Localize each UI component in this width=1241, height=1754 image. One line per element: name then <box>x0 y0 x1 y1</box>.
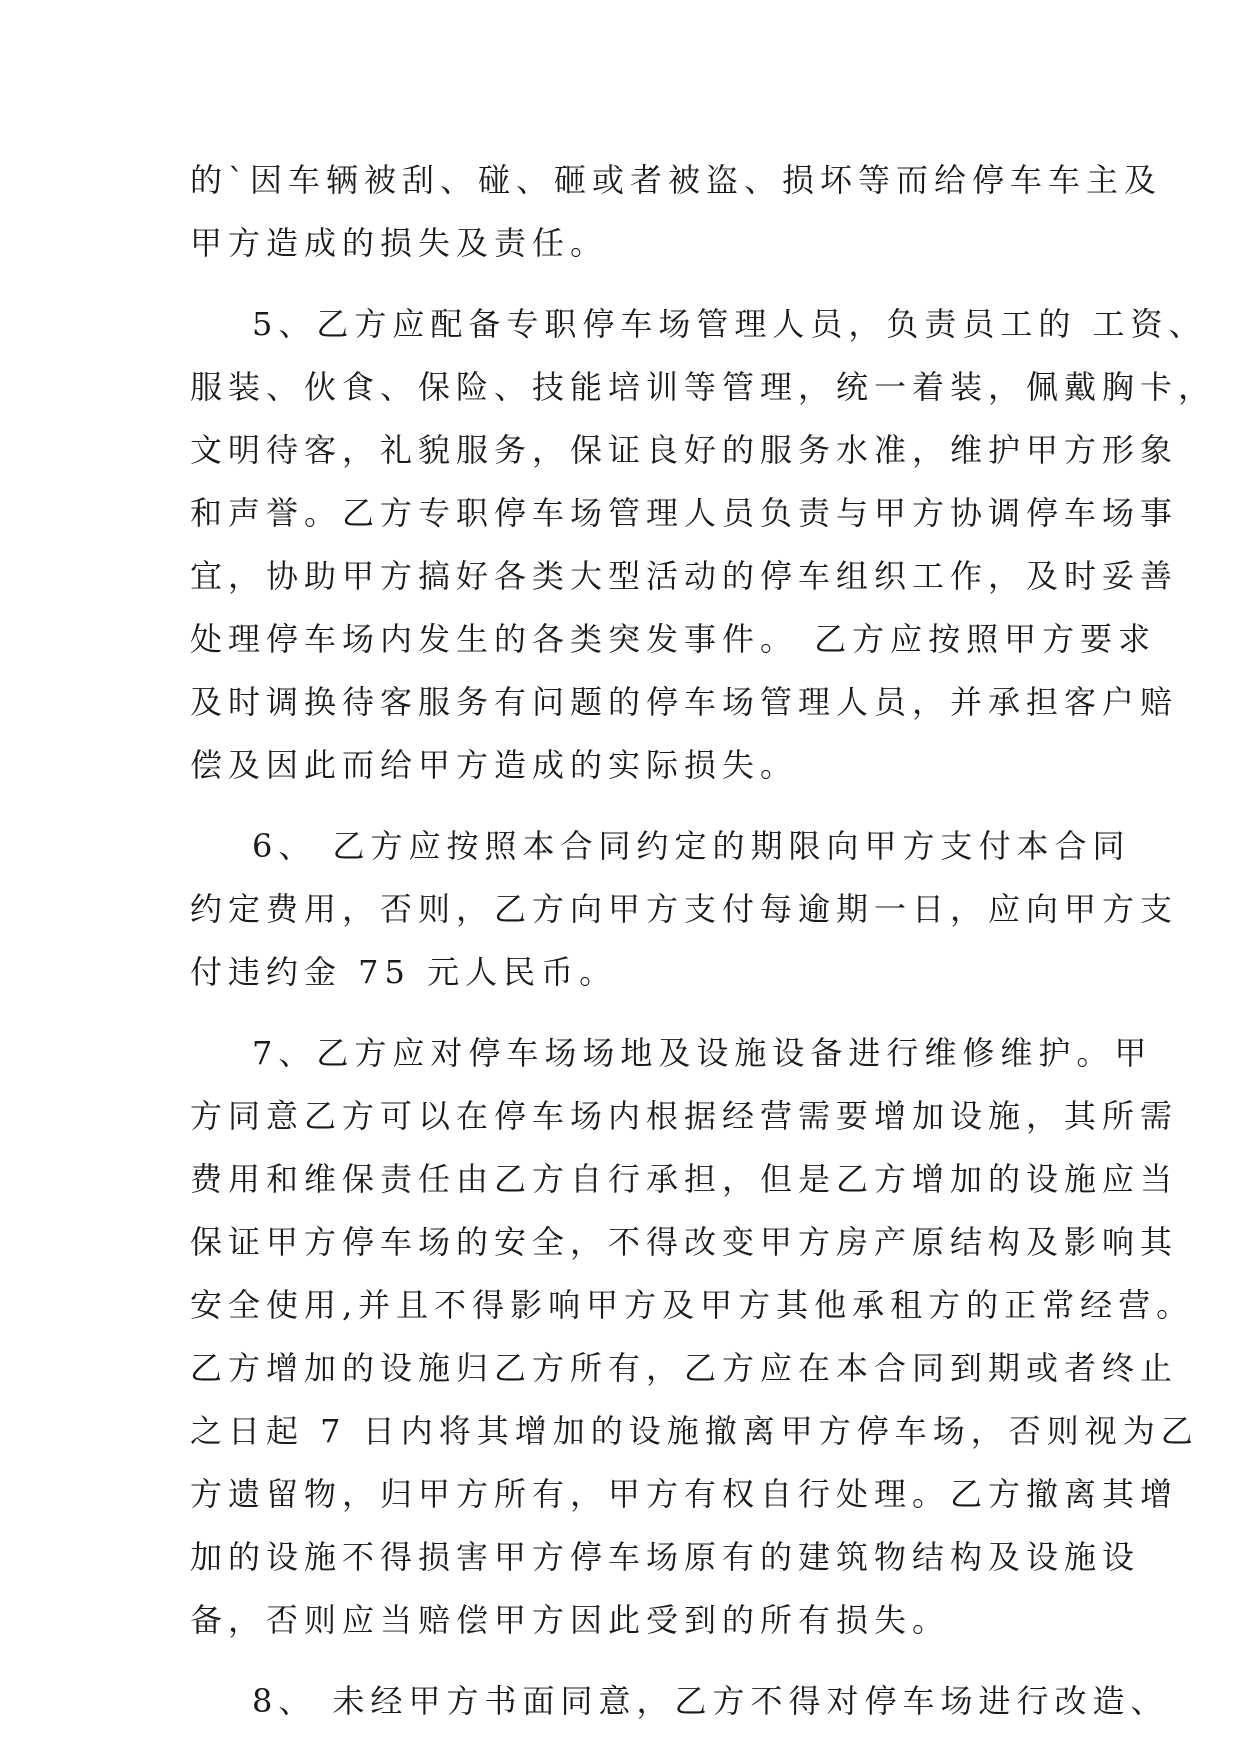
text-line-8: 处理停车场内发生的各类突发事件。 乙方应按照甲方要求 <box>190 620 1157 658</box>
paragraph-7-line-1: 7、乙方应对停车场场地及设施设备进行维修维护。甲 <box>252 1034 1153 1072</box>
text-line-9: 及时调换待客服务有问题的停车场管理人员，并承担客户赔 <box>190 683 1179 721</box>
text-line-4: 服装、伙食、保险、技能培训等管理，统一着装，佩戴胸卡， <box>190 368 1217 406</box>
text-line-17: 保证甲方停车场的安全，不得改变甲方房产原结构及影响其 <box>190 1223 1179 1261</box>
paragraph-6-line-1: 6、 乙方应按照本合同约定的期限向甲方支付本合同 <box>252 827 1131 865</box>
text-line-21: 方遗留物，归甲方所有，甲方有权自行处理。乙方撤离其增 <box>190 1475 1179 1513</box>
text-line-16: 费用和维保责任由乙方自行承担，但是乙方增加的设施应当 <box>190 1160 1179 1198</box>
text-line-18: 安全使用,并且不得影响甲方及甲方其他承租方的正常经营。 <box>190 1286 1195 1324</box>
text-line-23: 备，否则应当赔偿甲方因此受到的所有损失。 <box>190 1601 951 1639</box>
text-line-20: 之日起 7 日内将其增加的设施撤离甲方停车场，否则视为乙 <box>190 1412 1199 1450</box>
text-line-5: 文明待客，礼貌服务，保证良好的服务水准，维护甲方形象 <box>190 431 1179 469</box>
text-line-19: 乙方增加的设施归乙方所有，乙方应在本合同到期或者终止 <box>190 1349 1179 1387</box>
text-line-13: 付违约金 75 元人民币。 <box>190 953 618 991</box>
text-line-22: 加的设施不得损害甲方停车场原有的建筑物结构及设施设 <box>190 1538 1141 1576</box>
text-line-2: 甲方造成的损失及责任。 <box>190 224 609 262</box>
text-line-7: 宜，协助甲方搞好各类大型活动的停车组织工作，及时妥善 <box>190 557 1179 595</box>
text-line-15: 方同意乙方可以在停车场内根据经营需要增加设施，其所需 <box>190 1097 1179 1135</box>
text-line-10: 偿及因此而给甲方造成的实际损失。 <box>190 746 799 784</box>
paragraph-5-line-1: 5、乙方应配备专职停车场管理人员，负责员工的 工资、 <box>252 305 1207 343</box>
text-line-12: 约定费用，否则，乙方向甲方支付每逾期一日，应向甲方支 <box>190 890 1179 928</box>
text-line-6: 和声誉。乙方专职停车场管理人员负责与甲方协调停车场事 <box>190 494 1179 532</box>
paragraph-8-line-1: 8、 未经甲方书面同意，乙方不得对停车场进行改造、 <box>252 1682 1169 1720</box>
text-line-1: 的`因车辆被刮、碰、砸或者被盗、损坏等而给停车车主及 <box>190 161 1163 199</box>
